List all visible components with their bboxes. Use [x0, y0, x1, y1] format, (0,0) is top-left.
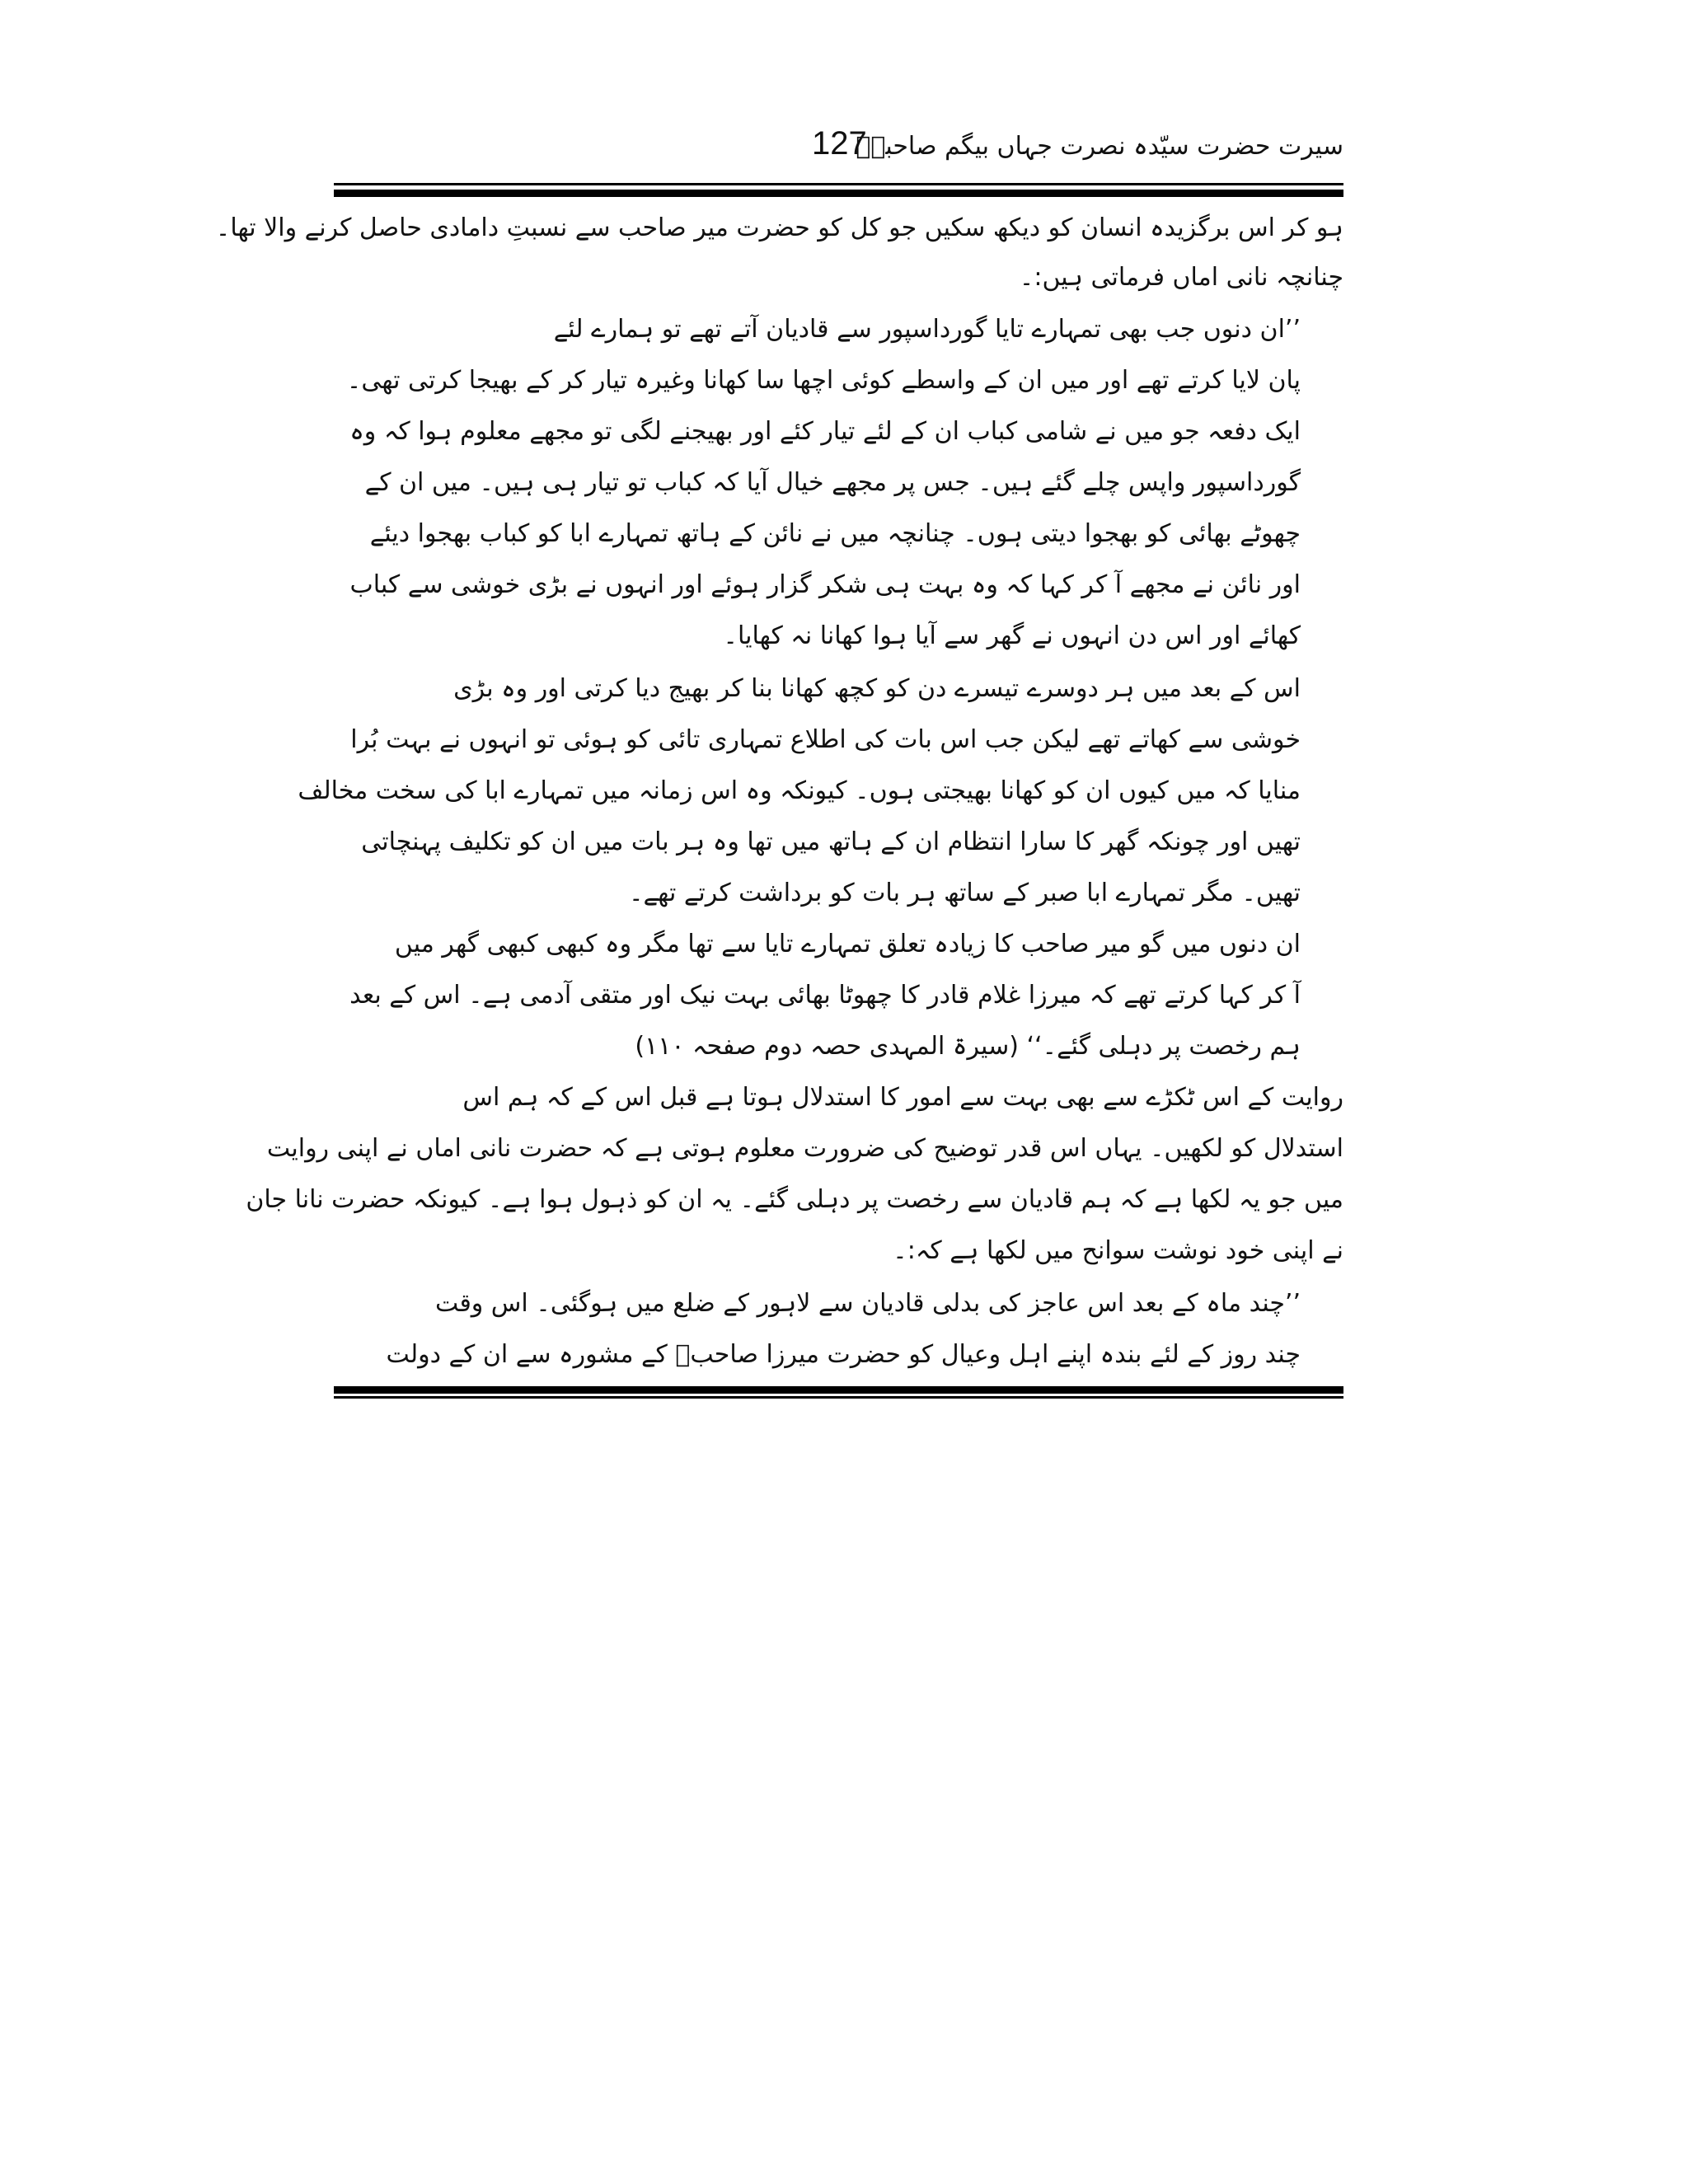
footer-rule-thick	[334, 1386, 1343, 1394]
text-line: تھیں۔ مگر تمہارے ابا صبر کے ساتھ ہر بات کو برداشت کرتے تھے۔	[628, 879, 1301, 907]
text-line: ’’چند ماہ کے بعد اس عاجز کی بدلی قادیان سے لاہور کے ضلع میں ہوگئی۔ اس وقت	[434, 1289, 1301, 1318]
text-line: ان دنوں میں گو میر صاحب کا زیادہ تعلق تمہارے تایا سے تھا مگر وہ کبھی کبھی گھر میں	[394, 930, 1301, 958]
footer-rule-thin	[334, 1396, 1343, 1399]
book-title: سیرت حضرت سیّدہ نصرت جہاں بیگم صاحبہؓ	[856, 132, 1343, 161]
text-line: روایت کے اس ٹکڑے سے بھی بہت سے امور کا استدلال ہوتا ہے قبل اس کے کہ ہم اس	[462, 1083, 1343, 1112]
text-line: تھیں اور چونکہ گھر کا سارا انتظام ان کے ہاتھ میں تھا وہ ہر بات میں ان کو تکلیف پہنچاتی	[361, 827, 1301, 856]
text-line: چنانچہ نانی اماں فرماتی ہیں:۔	[1019, 263, 1343, 292]
text-line: نے اپنی خود نوشت سوانح میں لکھا ہے کہ:۔	[893, 1236, 1343, 1265]
text-line: چھوٹے بھائی کو بھجوا دیتی ہوں۔ چنانچہ میں نے نائن کے ہاتھ تمہارے ابا کو کباب بھجوا دیئے	[369, 519, 1301, 548]
text-line: ’’ان دنوں جب بھی تمہارے تایا گورداسپور سے قادیان آتے تھے تو ہمارے لئے	[553, 315, 1301, 344]
text-line: منایا کہ میں کیوں ان کو کھانا بھیجتی ہوں۔ کیونکہ وہ اس زمانہ میں تمہارے ابا کی سخت مخالف	[298, 776, 1301, 805]
header-rule-thin	[334, 183, 1343, 185]
running-header	[334, 125, 1343, 180]
text-line: چند روز کے لئے بندہ اپنے اہل وعیال کو حضرت میرزا صاحبؑ کے مشورہ سے ان کے دولت	[386, 1340, 1301, 1369]
text-line: اور نائن نے مجھے آ کر کہا کہ وہ بہت ہی شکر گزار ہوئے اور انہوں نے بڑی خوشی سے کباب	[349, 570, 1301, 599]
text-line: ایک دفعہ جو میں نے شامی کباب ان کے لئے تیار کئے اور بھیجنے لگی تو مجھے معلوم ہوا کہ وہ	[349, 417, 1301, 446]
text-line: پان لایا کرتے تھے اور میں ان کے واسطے کوئی اچھا سا کھانا وغیرہ تیار کر کے بھیجا کرتی تھی۔	[346, 366, 1301, 395]
text-line: ہم رخصت پر دہلی گئے۔‘‘ (سیرۃ المہدی حصہ دوم صفحہ ۱۱۰)	[635, 1032, 1301, 1061]
header-rule-thick	[334, 190, 1343, 197]
page-number: 127	[812, 125, 867, 162]
text-line: خوشی سے کھاتے تھے لیکن جب اس بات کی اطلاع تمہاری تائی کو ہوئی تو انہوں نے بہت بُرا	[350, 725, 1301, 754]
text-line: استدلال کو لکھیں۔ یہاں اس قدر توضیح کی ضرورت معلوم ہوتی ہے کہ حضرت نانی اماں نے اپنی روایت	[266, 1134, 1343, 1163]
text-line: آ کر کہا کرتے تھے کہ میرزا غلام قادر کا چھوٹا بھائی بہت نیک اور متقی آدمی ہے۔ اس کے بعد	[349, 981, 1301, 1010]
text-line: کھائے اور اس دن انہوں نے گھر سے آیا ہوا کھانا نہ کھایا۔	[723, 621, 1301, 650]
text-line: ہو کر اس برگزیدہ انسان کو دیکھ سکیں جو کل کو حضرت میر صاحب سے نسبتِ دامادی حاصل کرنے والا تھا۔	[215, 213, 1343, 242]
text-line: گورداسپور واپس چلے گئے ہیں۔ جس پر مجھے خیال آیا کہ کباب تو تیار ہی ہیں۔ میں ان کے	[364, 468, 1301, 497]
text-line: اس کے بعد میں ہر دوسرے تیسرے دن کو کچھ کھانا بنا کر بھیج دیا کرتی اور وہ بڑی	[453, 674, 1301, 703]
text-line: میں جو یہ لکھا ہے کہ ہم قادیان سے رخصت پر دہلی گئے۔ یہ ان کو ذہول ہوا ہے۔ کیونکہ حضرت نانا جان	[246, 1185, 1343, 1214]
